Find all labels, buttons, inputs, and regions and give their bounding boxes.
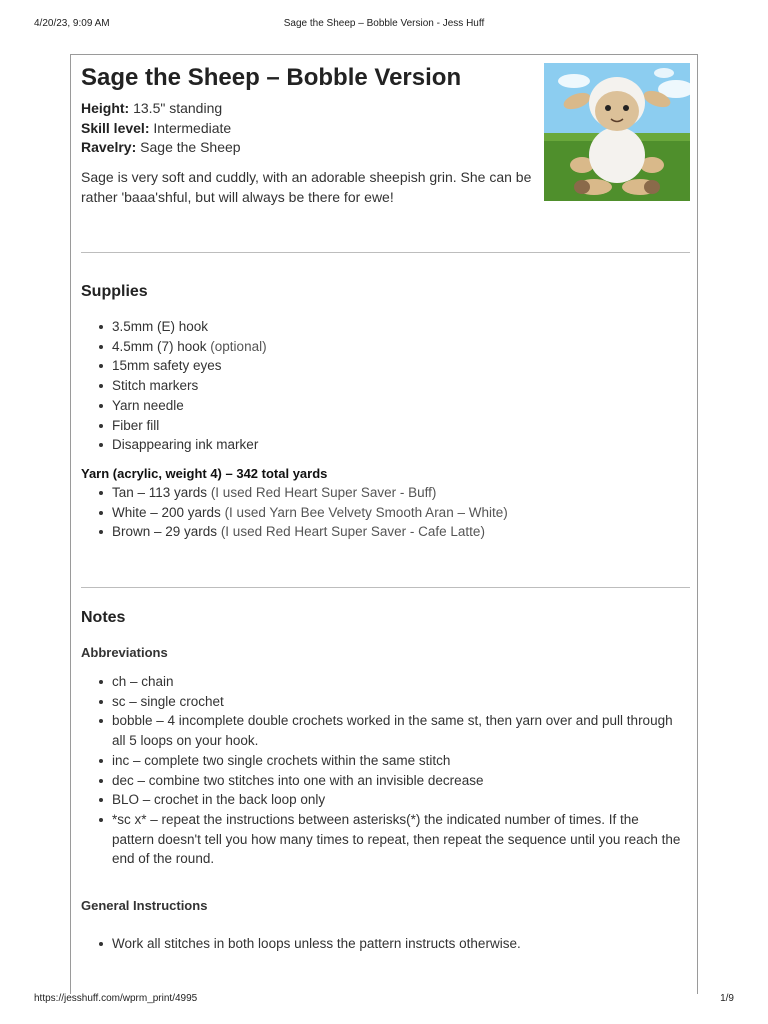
- print-footer: [0, 993, 768, 1009]
- list-item: Tan – 113 yards (I used Red Heart Super Saver - Buff): [81, 483, 681, 503]
- abbreviations-list: [81, 672, 681, 869]
- page-number: 1/9: [720, 993, 734, 1004]
- list-item: inc – complete two single crochets within the same stitch: [81, 751, 681, 771]
- list-item: Brown – 29 yards (I used Red Heart Super Saver - Cafe Latte): [81, 522, 681, 542]
- abbreviations-heading: Abbreviations: [81, 645, 168, 660]
- recipe-photo: [544, 63, 690, 201]
- list-item: Work all stitches in both loops unless the pattern instructs otherwise.: [81, 934, 681, 954]
- print-header: [0, 15, 768, 31]
- yarn-list: [81, 483, 681, 542]
- list-item: 4.5mm (7) hook (optional): [81, 337, 681, 357]
- recipe-summary: Sage is very soft and cuddly, with an adorable sheepish grin. She can be rather 'baaa'shful, but will always be there for ewe!: [81, 169, 532, 205]
- meta-ravelry-link[interactable]: Sage the Sheep: [140, 139, 241, 155]
- print-document-title: Sage the Sheep – Bobble Version - Jess Huff: [283, 18, 485, 29]
- meta-ravelry-label: Ravelry:: [81, 139, 137, 155]
- divider: [81, 587, 690, 588]
- meta-skill-label: Skill level:: [81, 120, 150, 136]
- list-item: ch – chain: [81, 672, 681, 692]
- notes-heading: Notes: [81, 609, 126, 626]
- print-datetime: 4/20/23, 9:09 AM: [34, 18, 110, 29]
- general-instructions-list: [81, 934, 681, 954]
- list-item: sc – single crochet: [81, 692, 681, 712]
- list-item: 15mm safety eyes: [81, 356, 681, 376]
- list-item: Yarn needle: [81, 396, 681, 416]
- recipe-card: [70, 54, 698, 994]
- print-url: https://jesshuff.com/wprm_print/4995: [34, 993, 198, 1004]
- general-instructions-heading: General Instructions: [81, 898, 208, 913]
- list-item: 3.5mm (E) hook: [81, 317, 681, 337]
- divider: [81, 252, 690, 253]
- yarn-heading: Yarn (acrylic, weight 4) – 342 total yards: [81, 466, 328, 481]
- list-item: Fiber fill: [81, 416, 681, 436]
- list-item: *sc x* – repeat the instructions between asterisks(*) the indicated number of times. If the pattern doesn't tell you how many times to repeat, then repeat the sequence until you reach the end of the round.: [81, 810, 681, 869]
- list-item: BLO – crochet in the back loop only: [81, 790, 681, 810]
- supplies-heading: Supplies: [81, 283, 148, 300]
- sheep-photo-illustration: [544, 63, 690, 201]
- list-item: White – 200 yards (I used Yarn Bee Velvety Smooth Aran – White): [81, 503, 681, 523]
- list-item: bobble – 4 incomplete double crochets worked in the same st, then yarn over and pull through all 5 loops on your hook.: [81, 711, 681, 750]
- supplies-list: [81, 317, 681, 455]
- meta-height-label: Height:: [81, 100, 130, 116]
- meta-skill-value: Intermediate: [153, 120, 232, 136]
- meta-height-value: 13.5" standing: [133, 100, 223, 116]
- meta-ravelry: [81, 138, 241, 157]
- list-item: Stitch markers: [81, 376, 681, 396]
- recipe-title: Sage the Sheep – Bobble Version: [81, 64, 462, 91]
- list-item: Disappearing ink marker: [81, 435, 681, 455]
- meta-height: [81, 99, 222, 118]
- meta-skill-level: [81, 119, 231, 138]
- list-item: dec – combine two stitches into one with an invisible decrease: [81, 771, 681, 791]
